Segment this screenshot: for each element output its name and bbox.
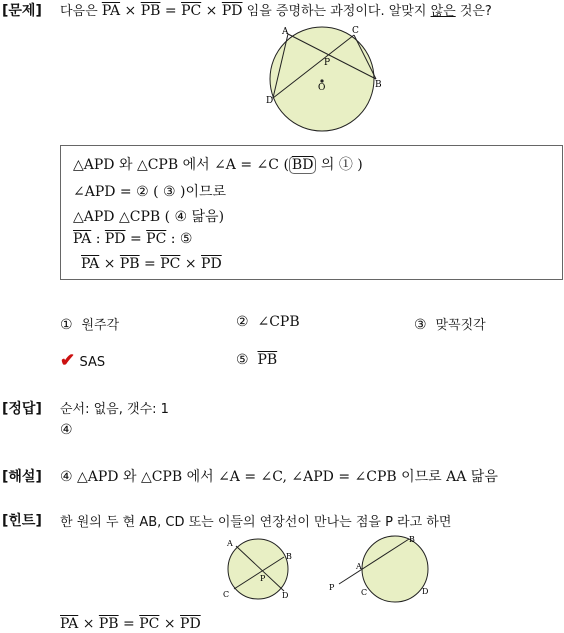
hint2-label-a: A bbox=[356, 562, 362, 571]
choice-5[interactable]: ⑤ $\overline{PB}$ bbox=[236, 352, 278, 368]
proof-line-2: ∠APD = ② ( ③ )이므로 bbox=[73, 184, 227, 200]
answer-meta: 순서: 없음, 갯수: 1 bbox=[60, 402, 169, 417]
explanation-tag: [해설] bbox=[2, 469, 42, 485]
label-c: C bbox=[352, 26, 359, 36]
hint2-label-c: C bbox=[361, 588, 368, 597]
label-p: P bbox=[324, 58, 331, 68]
hint-text: 한 원의 두 현 AB, CD 또는 이들의 연장선이 만나는 점을 P 라고 하면 bbox=[60, 515, 452, 530]
answer-value: ④ bbox=[60, 422, 73, 438]
problem-tag: [문제] bbox=[2, 3, 42, 19]
proof-line-3: △APD △CPB ( ④ 닮음) bbox=[73, 209, 225, 225]
label-o: O bbox=[318, 83, 326, 93]
choice-3[interactable]: ③ 맞꼭짓각 bbox=[414, 317, 486, 333]
label-a: A bbox=[282, 27, 289, 37]
problem-figure bbox=[262, 24, 388, 136]
hint1-label-p: P bbox=[260, 574, 266, 583]
hint-circle-1 bbox=[228, 539, 288, 599]
choice-1[interactable]: ① 원주각 bbox=[60, 317, 120, 333]
hint-circle-2 bbox=[362, 536, 428, 602]
hint1-label-b: B bbox=[286, 552, 292, 561]
hint-figure-2 bbox=[325, 533, 435, 605]
hint1-label-d: D bbox=[282, 591, 289, 600]
choice-2[interactable]: ② ∠CPB bbox=[236, 314, 300, 330]
label-d: D bbox=[266, 96, 274, 106]
choice-4[interactable]: ✔ SAS bbox=[60, 350, 106, 371]
check-mark-icon: ✔ bbox=[60, 350, 76, 371]
hint1-label-a: A bbox=[227, 539, 233, 548]
proof-line-4: $\overline{PA}$ : $\overline{PD} = \overline{PC}$ : ⑤ bbox=[73, 231, 193, 247]
explanation-text: ④ △APD 와 △CPB 에서 ∠A = ∠C, ∠APD = ∠CPB 이므로 AA 닮음 bbox=[60, 469, 498, 485]
hint-formula: $\overline{PA} \times \overline{PB} = \overline{PC} \times \overline{PD}$ bbox=[60, 616, 201, 632]
proof-box bbox=[60, 145, 563, 280]
hint1-label-c: C bbox=[223, 590, 230, 599]
hint2-label-b: B bbox=[409, 535, 415, 544]
proof-line-5: $\overline{PA} \times \overline{PB} = \overline{PC} \times \overline{PD}$ bbox=[81, 256, 222, 272]
proof-line-1: △APD 와 △CPB 에서 ∠A = ∠C ( $\overline{BD}$ 의 ① ) bbox=[73, 157, 363, 173]
hint2-label-d: D bbox=[422, 587, 429, 596]
hint2-label-p: P bbox=[329, 583, 335, 592]
answer-tag: [정답] bbox=[2, 401, 42, 417]
hint-tag: [힌트] bbox=[2, 513, 42, 529]
hint-figure-1 bbox=[220, 535, 300, 603]
problem-question: 다음은 $\overline{PA} \times \overline{PB} = \overline{PC} \times \overline{PD}$ 임을 증명하는 과정이다. 알맞지 않은 것은? bbox=[60, 3, 492, 19]
label-b: B bbox=[375, 80, 382, 90]
